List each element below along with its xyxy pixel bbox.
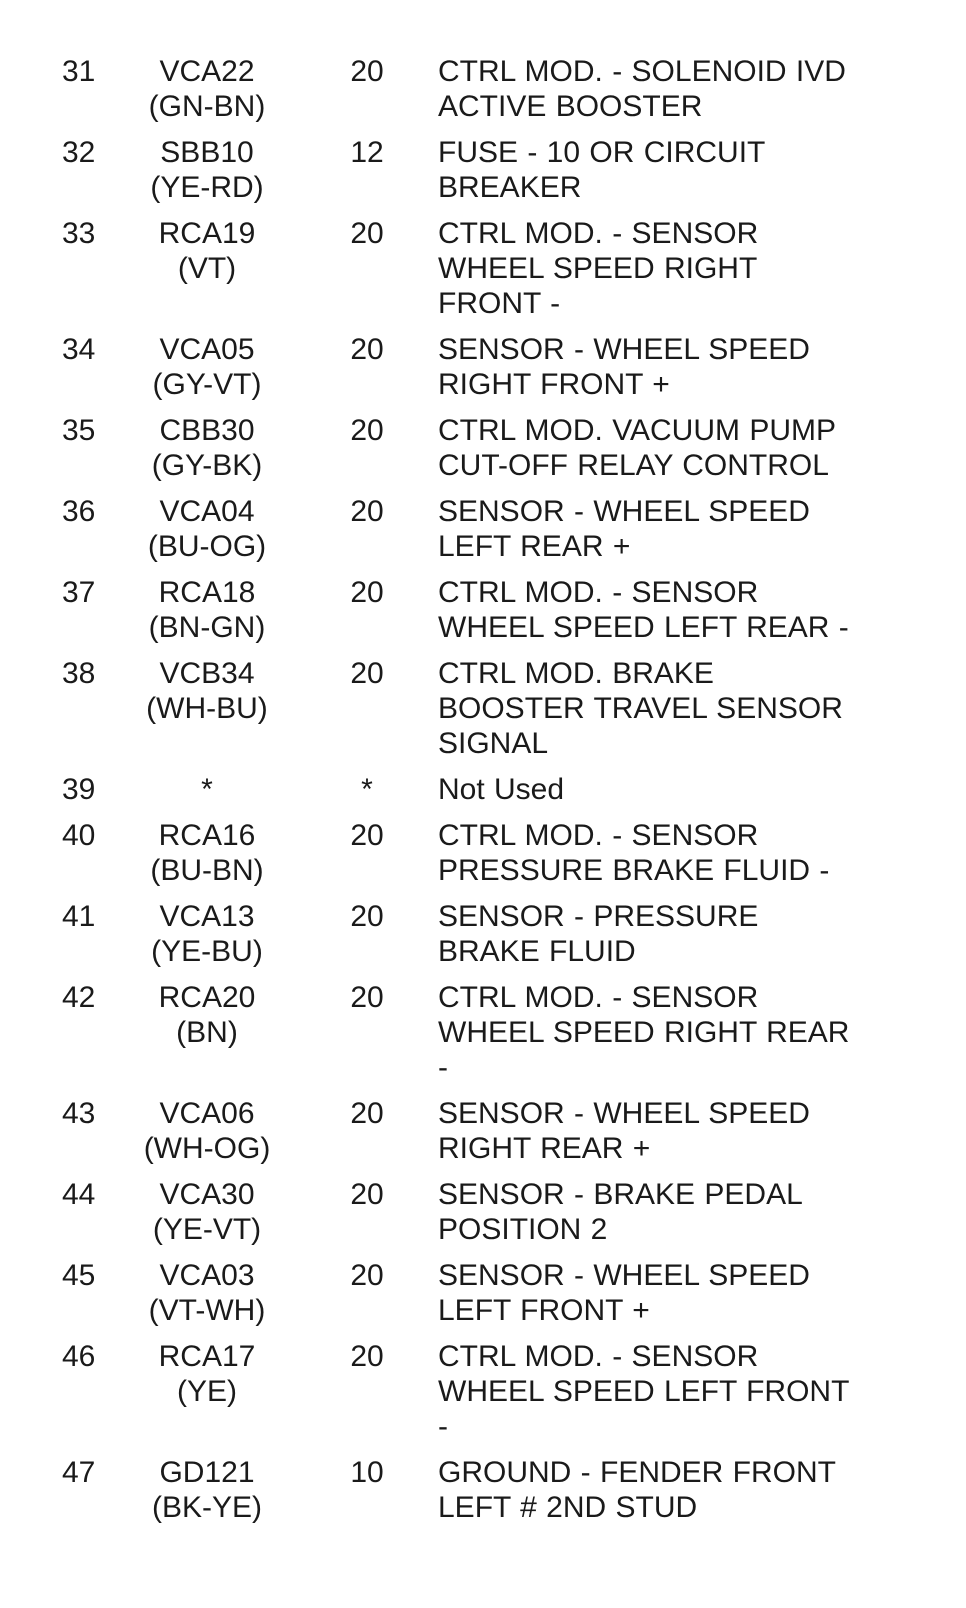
- wire-gauge: 20: [350, 1259, 384, 1292]
- wire-gauge: *: [361, 773, 373, 806]
- table-row: [0, 1096, 966, 1166]
- pin-number: 34: [62, 333, 96, 366]
- circuit-function: SENSOR - WHEEL SPEED RIGHT REAR +: [438, 1097, 810, 1165]
- wire-color: (YE-VT): [152, 1213, 262, 1246]
- pin-number: 44: [62, 1178, 96, 1211]
- circuit-id: VCA13: [159, 900, 255, 933]
- pin-number: 47: [62, 1456, 96, 1489]
- table-row: [0, 656, 966, 761]
- circuit-id: *: [201, 773, 213, 806]
- circuit-function: FUSE - 10 OR CIRCUIT BREAKER: [438, 136, 766, 204]
- pin-number: 33: [62, 217, 96, 250]
- circuit-cell: [118, 1258, 296, 1328]
- circuit-function: SENSOR - BRAKE PEDAL POSITION 2: [438, 1178, 803, 1246]
- table-row: [0, 772, 966, 807]
- circuit-cell: [118, 413, 296, 483]
- wire-color: (YE): [177, 1375, 237, 1408]
- pin-number: 38: [62, 657, 96, 690]
- circuit-function: CTRL MOD. - SENSOR WHEEL SPEED RIGHT FRONT -: [438, 217, 759, 320]
- circuit-cell: [118, 54, 296, 124]
- circuit-function: CTRL MOD. - SENSOR WHEEL SPEED LEFT FRONT -: [438, 1340, 850, 1443]
- circuit-cell: [118, 575, 296, 645]
- pin-number: 41: [62, 900, 96, 933]
- circuit-id: VCA22: [159, 55, 255, 88]
- wire-color: (BK-YE): [151, 1491, 262, 1524]
- wire-gauge: 20: [350, 1097, 384, 1130]
- circuit-id: VCA05: [159, 333, 255, 366]
- circuit-cell: [118, 135, 296, 205]
- circuit-function: GROUND - FENDER FRONT LEFT # 2ND STUD: [438, 1456, 836, 1524]
- circuit-id: VCA04: [159, 495, 255, 528]
- table-row: [0, 1339, 966, 1444]
- circuit-id: RCA19: [158, 217, 256, 250]
- wire-gauge: 20: [350, 414, 384, 447]
- circuit-cell: [118, 818, 296, 888]
- wire-gauge: 20: [350, 576, 384, 609]
- circuit-function: CTRL MOD. - SENSOR PRESSURE BRAKE FLUID -: [438, 819, 830, 887]
- wire-gauge: 20: [350, 55, 384, 88]
- table-row: [0, 575, 966, 645]
- wire-gauge: 20: [350, 1340, 384, 1373]
- circuit-id: RCA18: [158, 576, 256, 609]
- wire-color: (BN): [176, 1016, 238, 1049]
- circuit-cell: [118, 216, 296, 286]
- pin-number: 31: [62, 55, 96, 88]
- wire-gauge: 20: [350, 657, 384, 690]
- circuit-cell: [118, 1096, 296, 1166]
- wire-gauge: 20: [350, 819, 384, 852]
- wire-gauge: 10: [350, 1456, 384, 1489]
- circuit-function: SENSOR - PRESSURE BRAKE FLUID: [438, 900, 759, 968]
- circuit-cell: [118, 980, 296, 1050]
- table-row: [0, 1455, 966, 1525]
- wire-gauge: 20: [350, 333, 384, 366]
- pin-number: 42: [62, 981, 96, 1014]
- table-row: [0, 413, 966, 483]
- table-row: [0, 818, 966, 888]
- circuit-cell: [118, 1339, 296, 1409]
- circuit-id: VCA06: [159, 1097, 255, 1130]
- circuit-function: SENSOR - WHEEL SPEED LEFT REAR +: [438, 495, 810, 563]
- table-row: [0, 494, 966, 564]
- pin-number: 39: [62, 773, 96, 806]
- wire-color: (BU-OG): [147, 530, 267, 563]
- table-row: [0, 1177, 966, 1247]
- circuit-id: VCB34: [159, 657, 255, 690]
- circuit-cell: [118, 1177, 296, 1247]
- circuit-cell: [118, 656, 296, 726]
- pin-number: 35: [62, 414, 96, 447]
- pin-number: 36: [62, 495, 96, 528]
- circuit-id: RCA17: [158, 1340, 256, 1373]
- circuit-cell: [118, 899, 296, 969]
- pin-number: 43: [62, 1097, 96, 1130]
- wire-color: (GN-BN): [148, 90, 266, 123]
- circuit-id: GD121: [159, 1456, 255, 1489]
- circuit-function: Not Used: [438, 773, 565, 806]
- circuit-cell: [118, 1455, 296, 1525]
- circuit-function: SENSOR - WHEEL SPEED LEFT FRONT +: [438, 1259, 810, 1327]
- circuit-cell: [118, 772, 296, 807]
- wire-gauge: 20: [350, 495, 384, 528]
- circuit-id: CBB30: [159, 414, 255, 447]
- table-row: [0, 332, 966, 402]
- pin-number: 32: [62, 136, 96, 169]
- table-row: [0, 899, 966, 969]
- circuit-function: CTRL MOD. - SENSOR WHEEL SPEED RIGHT REAR -: [438, 981, 850, 1084]
- circuit-function: CTRL MOD. - SOLENOID IVD ACTIVE BOOSTER: [438, 55, 846, 123]
- wire-color: (GY-VT): [152, 368, 262, 401]
- circuit-function: CTRL MOD. VACUUM PUMP CUT-OFF RELAY CONTROL: [438, 414, 837, 482]
- wire-color: (GY-BK): [151, 449, 263, 482]
- table-row: [0, 54, 966, 124]
- wire-color: (VT): [177, 252, 237, 285]
- circuit-function: SENSOR - WHEEL SPEED RIGHT FRONT +: [438, 333, 810, 401]
- pin-number: 37: [62, 576, 96, 609]
- wire-color: (YE-RD): [150, 171, 264, 204]
- circuit-id: RCA16: [158, 819, 256, 852]
- wire-color: (BU-BN): [150, 854, 264, 887]
- wire-color: (BN-GN): [148, 611, 266, 644]
- connector-pin-table: [0, 54, 966, 1536]
- wire-gauge: 20: [350, 900, 384, 933]
- circuit-id: RCA20: [158, 981, 256, 1014]
- wire-color: (YE-BU): [151, 935, 263, 968]
- wire-color: (VT-WH): [148, 1294, 266, 1327]
- wire-color: (WH-BU): [146, 692, 268, 725]
- circuit-id: SBB10: [160, 136, 254, 169]
- wire-gauge: 20: [350, 217, 384, 250]
- table-row: [0, 1258, 966, 1328]
- pin-number: 40: [62, 819, 96, 852]
- wire-gauge: 20: [350, 1178, 384, 1211]
- wire-color: (WH-OG): [143, 1132, 271, 1165]
- circuit-id: VCA03: [159, 1259, 255, 1292]
- pin-number: 46: [62, 1340, 96, 1373]
- circuit-id: VCA30: [159, 1178, 255, 1211]
- wire-gauge: 12: [350, 136, 384, 169]
- pin-number: 45: [62, 1259, 96, 1292]
- circuit-function: CTRL MOD. BRAKE BOOSTER TRAVEL SENSOR SIGNAL: [438, 657, 843, 760]
- table-row: [0, 216, 966, 321]
- wire-gauge: 20: [350, 981, 384, 1014]
- circuit-cell: [118, 332, 296, 402]
- table-row: [0, 135, 966, 205]
- circuit-function: CTRL MOD. - SENSOR WHEEL SPEED LEFT REAR -: [438, 576, 849, 644]
- table-row: [0, 980, 966, 1085]
- circuit-cell: [118, 494, 296, 564]
